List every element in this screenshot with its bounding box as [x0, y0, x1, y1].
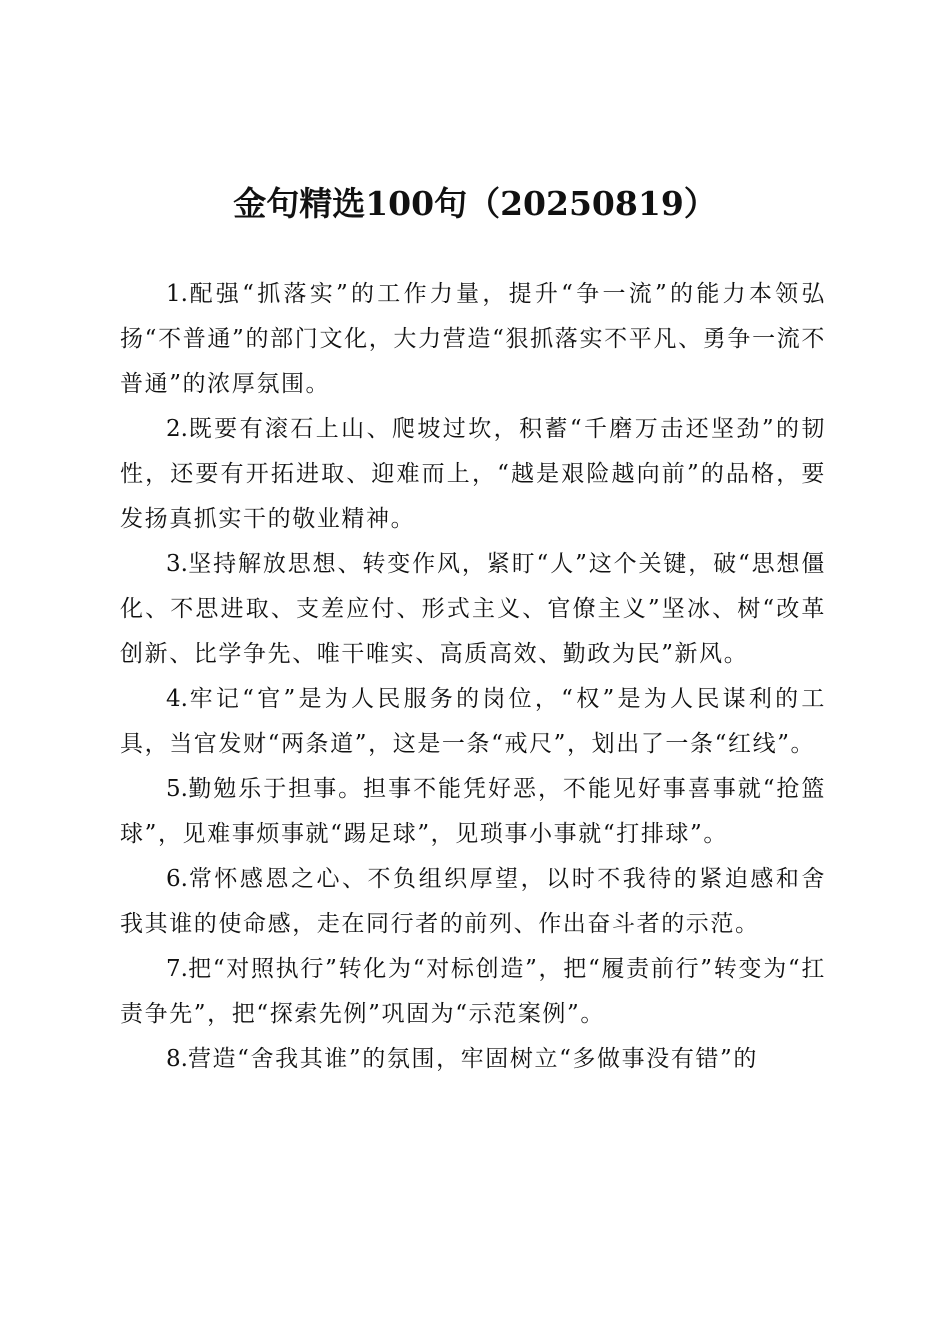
paragraph-7 [120, 947, 826, 1037]
paragraph-text: 常怀感恩之心、不负组织厚望，以时不我待的紧迫感和舍我其谁的使命感，走在同行者的前列、作出奋斗者的示范。 [120, 866, 826, 937]
paragraph-number: 8. [166, 1046, 188, 1072]
document-body [120, 272, 826, 1082]
paragraph-text: 营造“舍我其谁”的氛围，牢固树立“多做事没有错”的 [187, 1046, 758, 1072]
paragraph-8 [120, 1037, 826, 1082]
paragraph-3 [120, 542, 826, 677]
paragraph-number: 6. [166, 866, 188, 892]
paragraph-1 [120, 272, 826, 407]
paragraph-number: 5. [166, 776, 188, 802]
paragraph-text: 既要有滚石上山、爬坡过坎，积蓄“千磨万击还坚劲”的韧性，还要有开拓进取、迎难而上，“越是艰险越向前”的品格，要发扬真抓实干的敬业精神。 [120, 416, 826, 532]
paragraph-text: 把“对照执行”转化为“对标创造”，把“履责前行”转变为“扛责争先”，把“探索先例”巩固为“示范案例”。 [120, 956, 826, 1027]
paragraph-text: 配强“抓落实”的工作力量，提升“争一流”的能力本领弘扬“不普通”的部门文化，大力营造“狠抓落实不平凡、勇争一流不普通”的浓厚氛围。 [120, 281, 826, 397]
paragraph-text: 坚持解放思想、转变作风，紧盯“人”这个关键，破“思想僵化、不思进取、支差应付、形式主义、官僚主义”坚冰、树“改革创新、比学争先、唯干唯实、高质高效、勤政为民”新风。 [120, 551, 826, 667]
paragraph-4 [120, 677, 826, 767]
paragraph-number: 7. [166, 956, 188, 982]
paragraph-number: 4. [166, 686, 188, 712]
paragraph-text: 勤勉乐于担事。担事不能凭好恶，不能见好事喜事就“抢篮球”，见难事烦事就“踢足球”，见琐事小事就“打排球”。 [120, 776, 826, 847]
paragraph-2 [120, 407, 826, 542]
paragraph-number: 3. [166, 551, 188, 577]
paragraph-6 [120, 857, 826, 947]
paragraph-5 [120, 767, 826, 857]
paragraph-number: 1. [166, 281, 188, 307]
page-title: 金句精选100句（20250819） [233, 184, 717, 223]
paragraph-number: 2. [166, 416, 188, 442]
paragraph-text: 牢记“官”是为人民服务的岗位，“权”是为人民谋利的工具，当官发财“两条道”，这是一条“戒尺”，划出了一条“红线”。 [120, 686, 826, 757]
